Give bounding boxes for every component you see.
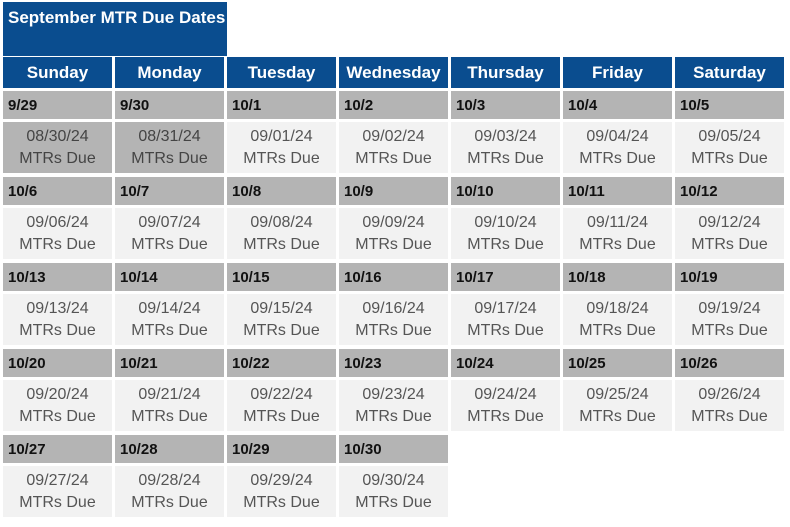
page-title: September MTR Due Dates	[3, 2, 227, 56]
event-cell	[227, 380, 336, 431]
due-date-text: 09/18/24	[586, 299, 649, 317]
date-cell: 9/30	[115, 91, 224, 119]
date-cell: 10/28	[115, 435, 224, 463]
mtrs-due-label: MTRs Due	[467, 407, 544, 425]
due-date-text: 09/23/24	[362, 385, 425, 403]
due-date-text: 09/02/24	[362, 127, 425, 145]
mtrs-due-label: MTRs Due	[579, 235, 656, 253]
mtrs-due-label: MTRs Due	[131, 407, 208, 425]
weekday-header-row	[3, 57, 787, 88]
date-cell: 10/26	[675, 349, 784, 377]
date-cell: 10/27	[3, 435, 112, 463]
mtrs-due-label: MTRs Due	[691, 235, 768, 253]
mtrs-due-label: MTRs Due	[19, 493, 96, 511]
date-cell: 10/15	[227, 263, 336, 291]
event-cell	[227, 208, 336, 259]
event-cell	[563, 208, 672, 259]
event-cell	[339, 294, 448, 345]
due-date-text: 09/14/24	[138, 299, 201, 317]
date-cell: 10/24	[451, 349, 560, 377]
event-row	[3, 466, 787, 517]
due-date-text: 09/17/24	[474, 299, 537, 317]
event-cell	[3, 208, 112, 259]
mtrs-due-label: MTRs Due	[243, 407, 320, 425]
mtrs-due-label: MTRs Due	[355, 493, 432, 511]
mtrs-due-label: MTRs Due	[131, 149, 208, 167]
event-cell	[451, 294, 560, 345]
date-cell: 10/14	[115, 263, 224, 291]
date-cell: 10/30	[339, 435, 448, 463]
mtrs-due-label: MTRs Due	[243, 149, 320, 167]
mtrs-due-label: MTRs Due	[355, 407, 432, 425]
event-cell	[115, 466, 224, 517]
due-date-text: 09/12/24	[698, 213, 761, 231]
event-row	[3, 122, 787, 173]
date-row	[3, 435, 787, 463]
due-date-text: 09/27/24	[26, 471, 89, 489]
due-date-text: 09/29/24	[250, 471, 313, 489]
due-date-text: 09/01/24	[250, 127, 313, 145]
date-cell: 10/16	[339, 263, 448, 291]
event-cell	[115, 122, 224, 173]
event-cell	[451, 380, 560, 431]
event-cell	[675, 294, 784, 345]
event-cell	[563, 294, 672, 345]
date-cell: 9/29	[3, 91, 112, 119]
mtrs-due-label: MTRs Due	[691, 321, 768, 339]
date-cell: 10/10	[451, 177, 560, 205]
date-cell: 10/20	[3, 349, 112, 377]
mtrs-due-label: MTRs Due	[355, 321, 432, 339]
mtrs-due-label: MTRs Due	[243, 493, 320, 511]
date-cell: 10/11	[563, 177, 672, 205]
mtrs-due-label: MTRs Due	[19, 235, 96, 253]
mtrs-due-label: MTRs Due	[243, 321, 320, 339]
due-date-text: 09/10/24	[474, 213, 537, 231]
event-cell	[675, 208, 784, 259]
due-date-text: 09/03/24	[474, 127, 537, 145]
date-cell: 10/12	[675, 177, 784, 205]
due-date-text: 09/15/24	[250, 299, 313, 317]
date-cell: 10/22	[227, 349, 336, 377]
due-date-text: 09/26/24	[698, 385, 761, 403]
event-cell	[339, 466, 448, 517]
due-date-text: 09/21/24	[138, 385, 201, 403]
empty-event-cell	[563, 466, 672, 517]
date-cell: 10/3	[451, 91, 560, 119]
due-date-text: 09/04/24	[586, 127, 649, 145]
event-cell	[3, 380, 112, 431]
date-row	[3, 177, 787, 205]
due-date-text: 09/16/24	[362, 299, 425, 317]
date-cell: 10/19	[675, 263, 784, 291]
mtrs-due-label: MTRs Due	[579, 321, 656, 339]
date-cell: 10/5	[675, 91, 784, 119]
event-cell	[675, 122, 784, 173]
event-cell	[115, 294, 224, 345]
event-cell	[563, 122, 672, 173]
weekday-header-monday: Monday	[115, 57, 224, 88]
empty-date-cell	[451, 435, 560, 463]
date-row	[3, 349, 787, 377]
due-date-text: 09/25/24	[586, 385, 649, 403]
date-row	[3, 91, 787, 119]
event-row	[3, 380, 787, 431]
event-cell	[227, 294, 336, 345]
empty-event-cell	[675, 466, 784, 517]
due-date-text: 09/22/24	[250, 385, 313, 403]
date-cell: 10/17	[451, 263, 560, 291]
mtrs-due-label: MTRs Due	[19, 149, 96, 167]
event-row	[3, 294, 787, 345]
date-cell: 10/1	[227, 91, 336, 119]
due-date-text: 09/20/24	[26, 385, 89, 403]
event-cell	[675, 380, 784, 431]
event-cell	[227, 466, 336, 517]
mtrs-due-label: MTRs Due	[579, 407, 656, 425]
date-cell: 10/21	[115, 349, 224, 377]
date-cell: 10/18	[563, 263, 672, 291]
mtrs-due-label: MTRs Due	[355, 149, 432, 167]
weeks-container	[3, 91, 787, 517]
date-cell: 10/4	[563, 91, 672, 119]
weekday-header-sunday: Sunday	[3, 57, 112, 88]
weekday-header-friday: Friday	[563, 57, 672, 88]
weekday-header-wednesday: Wednesday	[339, 57, 448, 88]
event-cell	[451, 208, 560, 259]
event-cell	[3, 294, 112, 345]
weekday-header-tuesday: Tuesday	[227, 57, 336, 88]
mtrs-due-label: MTRs Due	[691, 149, 768, 167]
mtrs-due-label: MTRs Due	[131, 321, 208, 339]
date-cell: 10/7	[115, 177, 224, 205]
mtrs-due-label: MTRs Due	[19, 407, 96, 425]
event-cell	[3, 466, 112, 517]
mtrs-due-label: MTRs Due	[355, 235, 432, 253]
calendar-grid	[3, 57, 787, 521]
empty-date-cell	[675, 435, 784, 463]
event-cell	[227, 122, 336, 173]
due-date-text: 09/06/24	[26, 213, 89, 231]
due-date-text: 09/13/24	[26, 299, 89, 317]
event-cell	[339, 122, 448, 173]
mtrs-due-label: MTRs Due	[131, 235, 208, 253]
date-row	[3, 263, 787, 291]
date-cell: 10/6	[3, 177, 112, 205]
event-cell	[339, 380, 448, 431]
event-cell	[339, 208, 448, 259]
due-date-text: 09/08/24	[250, 213, 313, 231]
weekday-header-saturday: Saturday	[675, 57, 784, 88]
mtrs-due-label: MTRs Due	[691, 407, 768, 425]
mtrs-due-label: MTRs Due	[467, 321, 544, 339]
due-date-text: 09/28/24	[138, 471, 201, 489]
due-date-text: 09/30/24	[362, 471, 425, 489]
event-cell	[3, 122, 112, 173]
date-cell: 10/9	[339, 177, 448, 205]
event-cell	[563, 380, 672, 431]
date-cell: 10/2	[339, 91, 448, 119]
due-date-text: 09/24/24	[474, 385, 537, 403]
due-date-text: 09/11/24	[586, 213, 649, 231]
mtrs-due-label: MTRs Due	[467, 149, 544, 167]
weekday-header-thursday: Thursday	[451, 57, 560, 88]
due-date-text: 09/05/24	[698, 127, 761, 145]
date-cell: 10/13	[3, 263, 112, 291]
event-cell	[115, 208, 224, 259]
event-row	[3, 208, 787, 259]
due-date-text: 08/30/24	[26, 127, 89, 145]
date-cell: 10/8	[227, 177, 336, 205]
event-cell	[451, 122, 560, 173]
event-cell	[115, 380, 224, 431]
date-cell: 10/29	[227, 435, 336, 463]
due-date-text: 09/07/24	[138, 213, 201, 231]
mtrs-due-label: MTRs Due	[19, 321, 96, 339]
empty-event-cell	[451, 466, 560, 517]
mtrs-due-label: MTRs Due	[579, 149, 656, 167]
mtrs-due-label: MTRs Due	[131, 493, 208, 511]
due-date-text: 08/31/24	[138, 127, 201, 145]
due-date-text: 09/09/24	[362, 213, 425, 231]
date-cell: 10/25	[563, 349, 672, 377]
mtrs-due-label: MTRs Due	[467, 235, 544, 253]
mtrs-due-label: MTRs Due	[243, 235, 320, 253]
date-cell: 10/23	[339, 349, 448, 377]
empty-date-cell	[563, 435, 672, 463]
due-date-text: 09/19/24	[698, 299, 761, 317]
